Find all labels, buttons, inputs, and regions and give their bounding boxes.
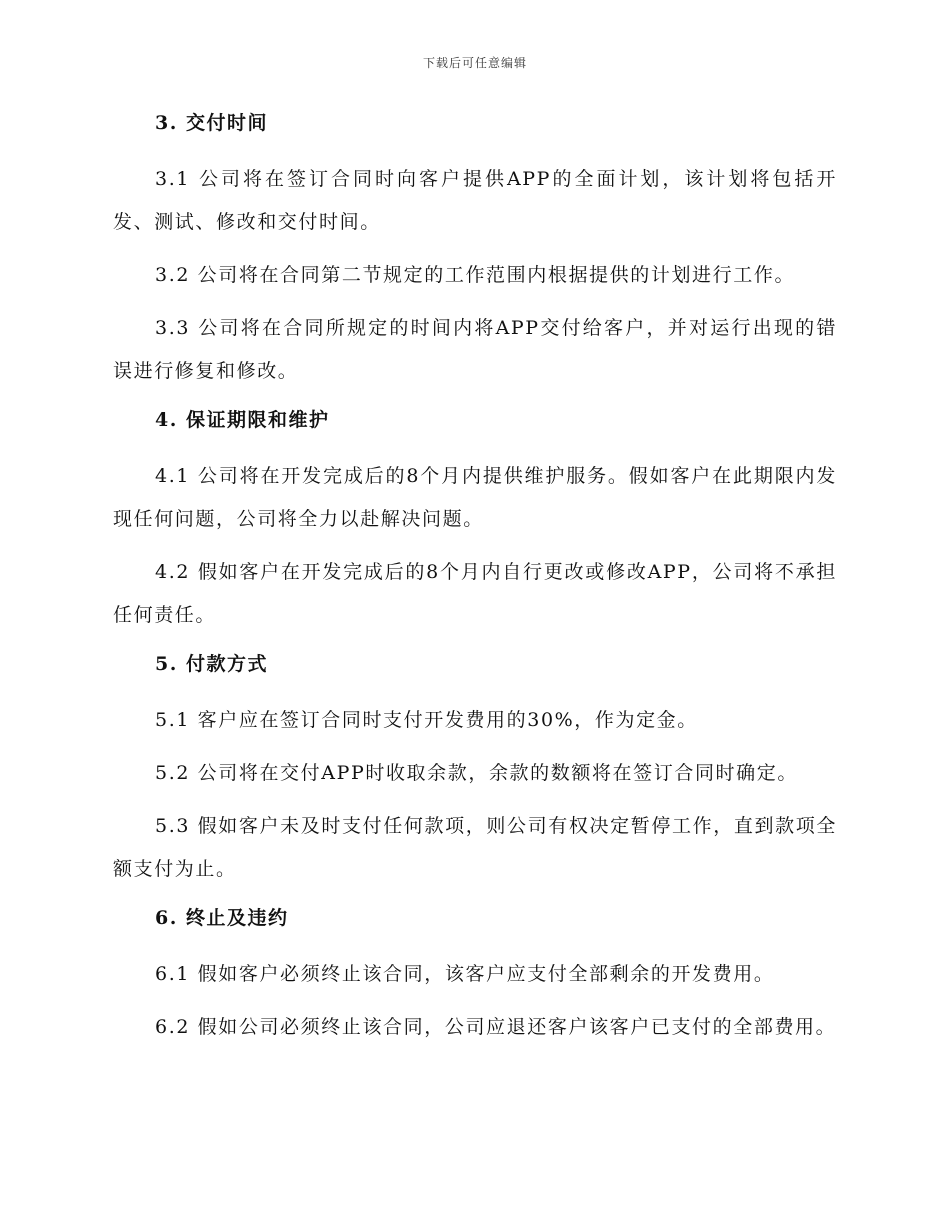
clause-4-2: 4.2 假如客户在开发完成后的8个月内自行更改或修改APP，公司将不承担任何责任。 [113,561,837,626]
section-heading: 4. 保证期限和维护 [155,409,330,431]
clause-5-2: 5.2 公司将在交付APP时收取余款，余款的数额将在签订合同时确定。 [155,762,798,784]
clause-3-2: 3.2 公司将在合同第二节规定的工作范围内根据提供的计划进行工作。 [155,264,796,286]
section-payment-method [113,649,837,891]
clause-5-3: 5.3 假如客户未及时支付任何款项，则公司有权决定暂停工作，直到款项全额支付为止。 [113,815,837,880]
section-heading: 6. 终止及违约 [155,907,289,929]
clause-5-1: 5.1 客户应在签订合同时支付开发费用的30%，作为定金。 [155,709,698,731]
clause-3-1: 3.1 公司将在签订合同时向客户提供APP的全面计划，该计划将包括开发、测试、修改和交付时间。 [113,168,837,233]
section-heading: 5. 付款方式 [155,653,268,675]
section-termination-breach [113,903,837,1049]
header-note: 下载后可任意编辑 [422,56,527,70]
clause-3-3: 3.3 公司将在合同所规定的时间内将APP交付给客户，并对运行出现的错误进行修复和修改。 [113,317,837,382]
section-heading: 3. 交付时间 [155,112,268,134]
document-body [113,108,837,1061]
clause-6-2: 6.2 假如公司必须终止该合同，公司应退还客户该客户已支付的全部费用。 [155,1016,837,1038]
section-warranty-maintenance [113,405,837,637]
clause-4-1: 4.1 公司将在开发完成后的8个月内提供维护服务。假如客户在此期限内发现任何问题，公司将全力以赴解决问题。 [113,465,837,530]
section-delivery-time [113,108,837,393]
clause-6-1: 6.1 假如客户必须终止该合同，该客户应支付全部剩余的开发费用。 [155,963,775,985]
